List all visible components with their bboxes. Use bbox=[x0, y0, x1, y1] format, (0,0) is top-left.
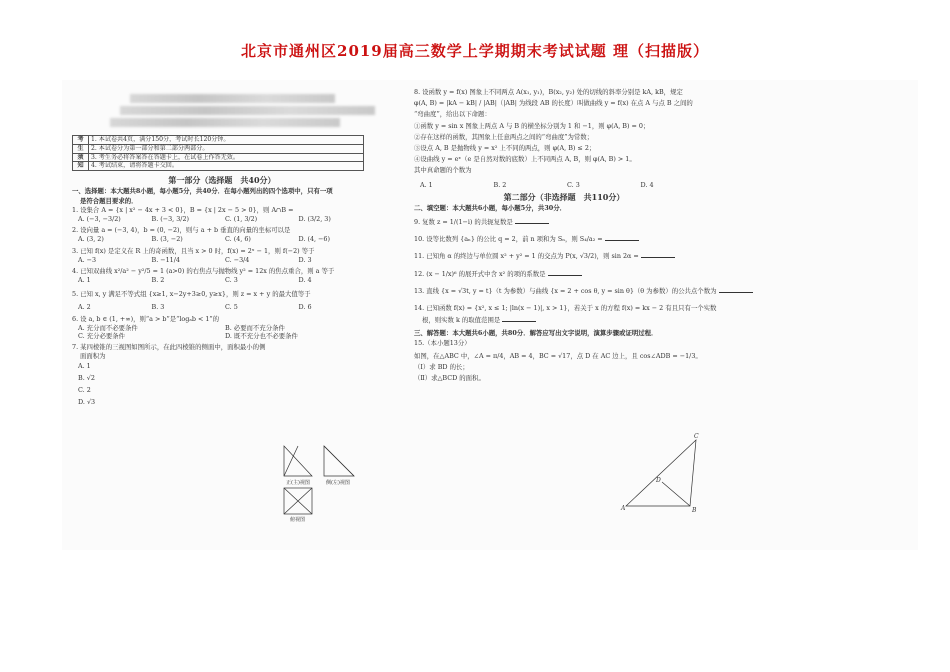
option: B. 3 bbox=[151, 303, 165, 312]
question-11-text: 11. 已知角 α 的终边与单位圆 x² + y² = 1 的交点为 P(x, √3/2)，则 sin 2α = bbox=[414, 252, 639, 261]
answer-blank bbox=[641, 252, 675, 258]
notice-key: 生 bbox=[73, 144, 89, 153]
question-12 bbox=[414, 270, 714, 278]
part2-title: 第二部分（非选择题 共110分） bbox=[503, 191, 625, 202]
question-1-options bbox=[78, 215, 372, 223]
triangle-figure bbox=[620, 432, 700, 514]
option: A. 1 bbox=[78, 276, 91, 285]
question-15: 15.（本小题13分） bbox=[414, 338, 471, 347]
question-2-options bbox=[78, 235, 372, 243]
notice-text: 2. 本试卷分为第一部分和第二部分两部分。 bbox=[89, 144, 364, 153]
option: B. 必要而不充分条件 bbox=[225, 323, 285, 332]
redacted-header-line bbox=[130, 94, 335, 103]
option: A. 2 bbox=[78, 303, 91, 312]
notice-key: 须 bbox=[73, 153, 89, 162]
question-14-cont bbox=[422, 316, 714, 324]
option: D. 6 bbox=[298, 303, 312, 312]
option: C. (4, 6) bbox=[225, 235, 251, 244]
option: D. 4 bbox=[298, 276, 312, 285]
question-6-options bbox=[78, 324, 372, 340]
option: C. 充分必要条件 bbox=[78, 332, 126, 341]
question-8-options bbox=[420, 181, 714, 189]
question-7-cont: 面面积为 bbox=[80, 352, 106, 361]
question-8-cont: “弯曲度”，给出以下命题： bbox=[414, 110, 491, 119]
option: B. √2 bbox=[78, 373, 95, 382]
question-4: 4. 已知双曲线 x²/a² − y²/5 = 1 (a>0) 的右焦点与抛物线 y² = 12x 的焦点重合，则 a 等于 bbox=[72, 266, 335, 275]
question-6: 6. 设 a, b ∈ (1, +∞)，则“a > b”是“logₐb < 1”的 bbox=[72, 314, 220, 323]
question-15-part2: （Ⅱ）求△BCD 的面积。 bbox=[414, 374, 485, 383]
option: D. √3 bbox=[78, 398, 96, 407]
question-13 bbox=[414, 286, 717, 295]
option: B. 2 bbox=[151, 276, 165, 285]
option: C. 2 bbox=[78, 385, 91, 394]
option: C. 5 bbox=[225, 303, 238, 312]
answer-blank bbox=[548, 270, 582, 276]
vertex-b-label: B bbox=[692, 507, 697, 514]
top-view-label: 俯视图 bbox=[290, 517, 306, 522]
document-title: 北京市通州区2019届高三数学上学期期末考试试题 理（扫描版） bbox=[241, 42, 709, 60]
question-8: 8. 设函数 y = f(x) 图象上不同两点 A(x₁, y₁)，B(x₂, y₂) 处的切线的斜率分别是 kA, kB，规定 bbox=[414, 88, 683, 96]
question-5-options bbox=[78, 303, 372, 311]
option: B. −11/4 bbox=[151, 255, 180, 264]
question-8-def: φ(A, B) = |kA − kB| / |AB|（|AB| 为线段 AB 的长度）叫做曲线 y = f(x) 在点 A 与点 B 之间的 bbox=[414, 99, 693, 108]
left-column bbox=[72, 88, 372, 410]
option: A. 1 bbox=[420, 180, 433, 189]
vertex-c-label: C bbox=[694, 433, 699, 440]
redacted-header-line bbox=[120, 106, 375, 115]
question-8-statement: ④设曲线 y = eˣ（e 是自然对数的底数）上不同两点 A, B，则 φ(A, B) > 1。 bbox=[414, 155, 636, 164]
option: A. −3 bbox=[78, 255, 97, 264]
question-5: 5. 已知 x, y 满足不等式组 {x≥1, x−2y+3≥0, y≥x}，则 z = x + y 的最大值等于 bbox=[72, 290, 311, 299]
question-3-options bbox=[78, 256, 372, 264]
question-7: 7. 某四棱锥的三视图如图所示，在此四棱锥的侧面中，面积最小的侧 bbox=[72, 343, 266, 352]
option: A. (3, 2) bbox=[78, 235, 104, 244]
option: D. 既不充分也不必要条件 bbox=[225, 332, 298, 341]
question-15-text: 如图，在△ABC 中，∠A = π/4，AB = 4，BC = √17，点 D 在 AC 边上，且 cos∠ADB = −1/3。 bbox=[414, 351, 702, 360]
segment-bd bbox=[662, 482, 690, 506]
answer-blank bbox=[502, 316, 536, 322]
question-3: 3. 已知 f(x) 是定义在 R 上的奇函数，且当 x > 0 时，f(x) = 2ˣ − 1，则 f(−2) 等于 bbox=[72, 246, 315, 255]
question-8-statement: ③设点 A, B 是抛物线 y = x² 上不同的两点，则 φ(A, B) ≤ 2； bbox=[414, 143, 596, 152]
question-8-statement: ①函数 y = sin x 图象上两点 A 与 B 的横坐标分别为 1 和 −1，则 φ(A, B) = 0； bbox=[414, 121, 650, 130]
question-8-prompt: 其中真命题的个数为 bbox=[414, 166, 472, 175]
triangle-abc bbox=[626, 440, 696, 506]
answer-blank bbox=[605, 235, 639, 241]
option: D. (3/2, 3) bbox=[298, 214, 331, 223]
vertex-a-label: A bbox=[621, 505, 626, 512]
notice-text: 4. 考试结束，请将答题卡交回。 bbox=[89, 162, 364, 171]
option: C. −3/4 bbox=[225, 255, 250, 264]
front-view-shape bbox=[284, 446, 312, 476]
notice-key: 考 bbox=[73, 136, 89, 145]
question-9 bbox=[414, 218, 714, 226]
question-4-options bbox=[78, 276, 372, 284]
notice-text: 1. 本试卷共4页，满分150分，考试时长120分钟。 bbox=[89, 136, 364, 145]
question-10 bbox=[414, 235, 714, 243]
section-intro-cont: 是符合题目要求的． bbox=[80, 196, 138, 205]
solve-section-intro: 三、解答题：本大题共6小题，共80分．解答应写出文字说明，演算步骤或证明过程． bbox=[414, 329, 658, 338]
question-14-text: 根，则实数 k 的取值范围是 bbox=[422, 316, 501, 325]
fill-section-intro: 二、填空题：本大题共6小题，每小题5分，共30分． bbox=[414, 203, 566, 212]
option: B. (−3, 3/2) bbox=[151, 214, 190, 223]
option: A. 充分而不必要条件 bbox=[78, 323, 138, 332]
question-10-text: 10. 设等比数列 {aₙ} 的公比 q = 2，前 n 项和为 Sₙ，则 S₄/a₂ = bbox=[414, 235, 603, 244]
three-view-figure bbox=[280, 442, 360, 522]
notice-key: 知 bbox=[73, 162, 89, 171]
answer-blank bbox=[515, 218, 549, 224]
redacted-header-line bbox=[110, 118, 340, 127]
question-14: 14. 已知函数 f(x) = {x², x ≤ 1; |ln(x − 1)|, x > 1}，若关于 x 的方程 f(x) = kx − 2 有且只有一个实数 bbox=[414, 304, 717, 313]
part1-title: 第一部分（选择题 共40分） bbox=[168, 175, 276, 186]
exam-notice-table bbox=[72, 135, 364, 171]
section-intro: 一、选择题：本大题共8小题，每小题5分，共40分．在每小题列出的四个选项中，只有一项 bbox=[72, 187, 333, 196]
option: C. 3 bbox=[567, 180, 580, 189]
question-2: 2. 设向量 a = (−3, 4)，b = (0, −2)，则与 a + b 垂直的向量的坐标可以是 bbox=[72, 226, 291, 235]
notice-text: 3. 考生务必将答案答在答题卡上，在试卷上作答无效。 bbox=[89, 153, 364, 162]
question-13-text: 13. 直线 {x = √3t, y = t}（t 为参数）与曲线 {x = 2 + cos θ, y = sin θ}（θ 为参数）的公共点个数为 bbox=[414, 286, 717, 295]
answer-blank bbox=[719, 287, 753, 293]
option: A. (−3, −3/2) bbox=[78, 214, 121, 223]
option: C. (1, 3/2) bbox=[225, 214, 258, 223]
option: D. (4, −6) bbox=[298, 235, 330, 244]
option: B. 2 bbox=[493, 180, 507, 189]
point-d-label: D bbox=[656, 477, 661, 484]
option: B. (3, −2) bbox=[151, 235, 183, 244]
question-9-text: 9. 复数 z = 1/(1−i) 的共轭复数是 bbox=[414, 218, 513, 227]
question-8-statement: ②存在这样的函数，其图象上任意两点之间的“弯曲度”为常数； bbox=[414, 132, 594, 141]
option: A. 1 bbox=[78, 361, 91, 370]
question-7-options bbox=[72, 362, 372, 407]
question-15-part1: （Ⅰ）求 BD 的长； bbox=[414, 362, 469, 371]
right-column bbox=[414, 88, 717, 383]
question-12-text: 12. (x − 1/x)⁶ 的展开式中含 x² 的项的系数是 bbox=[414, 269, 546, 278]
question-1: 1. 设集合 A = {x | x² − 4x + 3 < 0}，B = {x | 2x − 5 > 0}，则 A∩B = bbox=[72, 205, 294, 214]
front-view-label: 正(主)视图 bbox=[286, 480, 310, 486]
question-11 bbox=[414, 252, 714, 260]
option: D. 3 bbox=[298, 255, 312, 264]
option: C. 3 bbox=[225, 276, 238, 285]
option: D. 4 bbox=[640, 180, 654, 189]
side-view-label: 侧(左)视图 bbox=[326, 480, 350, 486]
